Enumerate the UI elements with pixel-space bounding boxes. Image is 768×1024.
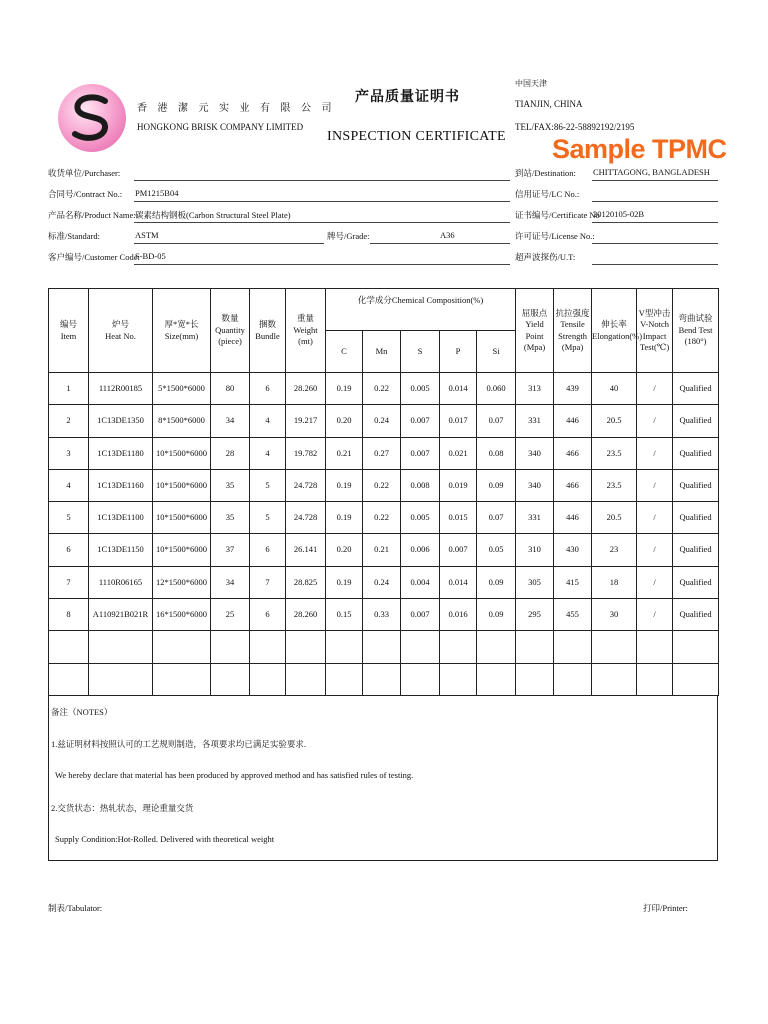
cell-size: 8*1500*6000 [153,405,211,437]
cell-bundle [250,663,286,695]
cell-mn: 0.24 [363,405,401,437]
cell-impact [637,663,673,695]
cell-weight: 28.825 [286,566,326,598]
cell-heat-no: 1C13DE1150 [89,534,153,566]
certificate-value: 20120105-02B [593,209,644,219]
notes-title: 备注（NOTES） [51,707,113,717]
cell-p: 0.021 [440,437,477,469]
cell-p: 0.017 [440,405,477,437]
cell-impact: / [637,599,673,631]
cell-size: 16*1500*6000 [153,599,211,631]
cell-item: 4 [49,469,89,501]
cell-si: 0.07 [477,405,516,437]
cell-p: 0.019 [440,469,477,501]
cell-bend: Qualified [673,437,719,469]
header-bend-test: 弯曲试验 Bend Test (180°) [673,289,719,373]
header-bundle: 捆数 Bundle [250,289,286,373]
cell-quantity: 35 [211,502,250,534]
cell-bundle: 4 [250,437,286,469]
cell-tensile [554,663,592,695]
cell-c: 0.21 [326,437,363,469]
company-name-cn: 香 港 潔 元 实 业 有 限 公 司 [137,103,336,114]
note-2-cn: 2.交货状态：热轧状态，理论重量交货 [51,803,194,813]
cell-elongation: 30 [592,599,637,631]
cell-item: 5 [49,502,89,534]
cell-yield: 295 [516,599,554,631]
cell-impact: / [637,437,673,469]
cell-c: 0.19 [326,502,363,534]
printer-label: 打印/Printer: [643,903,688,913]
customer-underline [134,264,510,265]
lc-label: 信用证号/LC No.: [515,189,580,199]
cell-size: 10*1500*6000 [153,502,211,534]
cell-bend: Qualified [673,566,719,598]
cell-elongation [592,663,637,695]
cell-bundle: 6 [250,534,286,566]
standard-value: ASTM [135,230,159,240]
destination-label: 到站/Destination: [515,168,576,178]
cell-tensile: 415 [554,566,592,598]
company-logo [58,84,126,152]
cell-bundle: 4 [250,405,286,437]
cell-tensile: 430 [554,534,592,566]
cell-weight: 26.141 [286,534,326,566]
header-s: S [401,331,440,373]
cell-item: 7 [49,566,89,598]
header-weight: 重量 Weight (mt) [286,289,326,373]
cell-bend: Qualified [673,534,719,566]
table-row [49,534,719,566]
cell-size: 10*1500*6000 [153,437,211,469]
license-underline [592,243,718,244]
cell-mn: 0.27 [363,437,401,469]
header-item: 编号 Item [49,289,89,373]
cell-weight: 28.260 [286,373,326,405]
header-elongation: 伸长率 Elongation(%) [592,289,637,373]
cell-tensile: 439 [554,373,592,405]
cell-heat-no: 1C13DE1350 [89,405,153,437]
product-underline [134,222,510,223]
logo-swoosh-icon [58,84,126,152]
cell-c: 0.15 [326,599,363,631]
cell-s: 0.007 [401,437,440,469]
purchaser-underline [134,180,510,181]
cell-mn: 0.22 [363,373,401,405]
contract-label: 合同号/Contract No.: [48,189,123,199]
standard-label: 标准/Standard: [48,231,100,241]
cell-yield: 313 [516,373,554,405]
grade-underline [370,243,510,244]
cell-p: 0.014 [440,566,477,598]
cell-mn: 0.24 [363,566,401,598]
cell-weight: 19.782 [286,437,326,469]
cell-s: 0.008 [401,469,440,501]
cell-c [326,663,363,695]
ut-label: 超声波探伤/U.T: [515,252,576,262]
header-impact-test: V型冲击 V-Notch Impact Test(℃) [637,289,673,373]
cell-s: 0.006 [401,534,440,566]
table-row [49,631,719,663]
cell-yield: 310 [516,534,554,566]
header-quantity: 数量 Quantity (piece) [211,289,250,373]
grade-value: A36 [440,230,455,240]
cell-p: 0.014 [440,373,477,405]
cell-tensile: 455 [554,599,592,631]
cell-weight [286,631,326,663]
tel-fax: TEL/FAX:86-22-58892192/2195 [515,122,635,132]
cell-p [440,663,477,695]
table-row [49,663,719,695]
cell-size: 10*1500*6000 [153,534,211,566]
cell-quantity: 35 [211,469,250,501]
cell-bundle [250,631,286,663]
cell-impact: / [637,469,673,501]
cell-quantity: 34 [211,405,250,437]
cell-s: 0.007 [401,599,440,631]
tabulator-label: 制表/Tabulator: [48,903,103,913]
table-row [49,566,719,598]
cell-heat-no [89,663,153,695]
cell-bundle: 6 [250,373,286,405]
cell-tensile: 446 [554,405,592,437]
cell-impact: / [637,502,673,534]
cell-s: 0.004 [401,566,440,598]
cell-mn [363,631,401,663]
location-en: TIANJIN, CHINA [515,99,583,109]
cell-c [326,631,363,663]
cell-size: 5*1500*6000 [153,373,211,405]
cell-heat-no: 1C13DE1180 [89,437,153,469]
cell-c: 0.19 [326,469,363,501]
cell-bend: Qualified [673,599,719,631]
cell-c: 0.19 [326,373,363,405]
cell-bend: Qualified [673,405,719,437]
cell-yield: 331 [516,502,554,534]
cell-si: 0.05 [477,534,516,566]
cell-impact: / [637,566,673,598]
cell-quantity [211,631,250,663]
cell-size: 12*1500*6000 [153,566,211,598]
note-2-en: Supply Condition:Hot-Rolled. Delivered with theoretical weight [55,834,275,844]
product-value: 碳素结构钢板(Carbon Structural Steel Plate) [135,210,291,220]
cell-si: 0.09 [477,566,516,598]
cell-mn: 0.33 [363,599,401,631]
cell-yield: 340 [516,437,554,469]
table-row [49,599,719,631]
purchaser-label: 收货单位/Purchaser: [48,168,121,178]
cell-yield [516,663,554,695]
cell-s: 0.007 [401,405,440,437]
cell-weight: 24.728 [286,502,326,534]
cell-tensile: 466 [554,469,592,501]
cell-size [153,631,211,663]
cell-size [153,663,211,695]
cell-si: 0.060 [477,373,516,405]
cell-tensile: 446 [554,502,592,534]
cell-quantity: 80 [211,373,250,405]
cell-si: 0.08 [477,437,516,469]
cell-elongation: 23 [592,534,637,566]
cell-item: 6 [49,534,89,566]
cell-yield: 340 [516,469,554,501]
cell-elongation [592,631,637,663]
cell-si: 0.07 [477,502,516,534]
cell-heat-no: A110921B021R [89,599,153,631]
note-1-cn: 1.兹证明材料按照认可的工艺规则制造，各项要求均已满足实验要求. [51,739,307,749]
cell-c: 0.19 [326,566,363,598]
table-row [49,373,719,405]
cell-weight: 24.728 [286,469,326,501]
note-1-en: We hereby declare that material has been produced by approved method and has satisfied rules of testing. [55,770,414,780]
title-en: INSPECTION CERTIFICATE [327,129,506,144]
cell-quantity: 34 [211,566,250,598]
product-label: 产品名称/Product Name: [48,210,136,220]
ut-underline [592,264,718,265]
cell-item: 3 [49,437,89,469]
header-yield-point: 屈服点 Yield Point (Mpa) [516,289,554,373]
cell-s: 0.005 [401,373,440,405]
table-row [49,469,719,501]
cell-bend [673,663,719,695]
table-row [49,437,719,469]
table-row [49,502,719,534]
cell-heat-no: 1C13DE1100 [89,502,153,534]
cell-item [49,663,89,695]
lc-underline [592,201,718,202]
cell-heat-no: 1110R06165 [89,566,153,598]
cell-c: 0.20 [326,405,363,437]
cell-quantity: 37 [211,534,250,566]
cell-elongation: 23.5 [592,469,637,501]
cell-elongation: 23.5 [592,437,637,469]
header-mn: Mn [363,331,401,373]
cell-tensile: 466 [554,437,592,469]
table-body [49,373,719,696]
notes-section [48,696,718,861]
cell-p [440,631,477,663]
cell-s [401,663,440,695]
inspection-table [48,288,719,696]
cell-bend [673,631,719,663]
cell-heat-no [89,631,153,663]
cell-impact: / [637,405,673,437]
cell-weight [286,663,326,695]
standard-underline [134,243,324,244]
table-row [49,405,719,437]
cell-impact: / [637,373,673,405]
header-chemical-composition: 化学成分Chemical Composition(%) [326,289,516,331]
cell-si: 0.09 [477,599,516,631]
contract-underline [134,201,510,202]
cell-p: 0.016 [440,599,477,631]
certificate-label: 证书编号/Certificate No [515,210,600,220]
cell-si [477,663,516,695]
cell-mn: 0.22 [363,469,401,501]
cell-bundle: 7 [250,566,286,598]
cell-heat-no: 1112R00185 [89,373,153,405]
header-si: Si [477,331,516,373]
license-label: 许可证号/License No.: [515,231,595,241]
cell-bend: Qualified [673,469,719,501]
cell-mn [363,663,401,695]
cell-quantity: 25 [211,599,250,631]
sample-stamp: Sample TPMC [552,134,727,164]
cell-impact [637,631,673,663]
cell-heat-no: 1C13DE1160 [89,469,153,501]
cell-size: 10*1500*6000 [153,469,211,501]
company-name-en: HONGKONG BRISK COMPANY LIMITED [137,122,304,132]
location-cn: 中国天津 [515,79,547,88]
customer-label: 客户编号/Customer Code: [48,252,140,262]
cell-bundle: 5 [250,469,286,501]
cell-impact: / [637,534,673,566]
cell-elongation: 40 [592,373,637,405]
cell-bend: Qualified [673,373,719,405]
cell-item: 8 [49,599,89,631]
cell-mn: 0.22 [363,502,401,534]
cell-si: 0.09 [477,469,516,501]
cell-yield [516,631,554,663]
cell-weight: 19.217 [286,405,326,437]
header-tensile-strength: 抗拉强度 Tensile Strength (Mpa) [554,289,592,373]
cell-c: 0.20 [326,534,363,566]
cell-yield: 331 [516,405,554,437]
cell-elongation: 20.5 [592,405,637,437]
cell-quantity: 28 [211,437,250,469]
certificate-underline [592,222,718,223]
cell-weight: 28.260 [286,599,326,631]
header-p: P [440,331,477,373]
cell-si [477,631,516,663]
customer-value: S-BD-05 [135,251,166,261]
destination-underline [592,180,718,181]
header-size: 厚*宽*长 Size(mm) [153,289,211,373]
header-c: C [326,331,363,373]
cell-elongation: 18 [592,566,637,598]
header-heat-no: 炉号 Heat No. [89,289,153,373]
cell-bend: Qualified [673,502,719,534]
cell-item: 1 [49,373,89,405]
cell-p: 0.015 [440,502,477,534]
grade-label: 牌号/Grade: [327,231,370,241]
cell-item: 2 [49,405,89,437]
cell-s [401,631,440,663]
cell-s: 0.005 [401,502,440,534]
cell-bundle: 5 [250,502,286,534]
cell-bundle: 6 [250,599,286,631]
cell-yield: 305 [516,566,554,598]
cell-tensile [554,631,592,663]
destination-value: CHITTAGONG, BANGLADESH [593,167,710,177]
title-cn: 产品质量证明书 [355,90,460,105]
cell-mn: 0.21 [363,534,401,566]
cell-elongation: 20.5 [592,502,637,534]
cell-quantity [211,663,250,695]
cell-item [49,631,89,663]
cell-p: 0.007 [440,534,477,566]
contract-value: PM1215B04 [135,188,179,198]
